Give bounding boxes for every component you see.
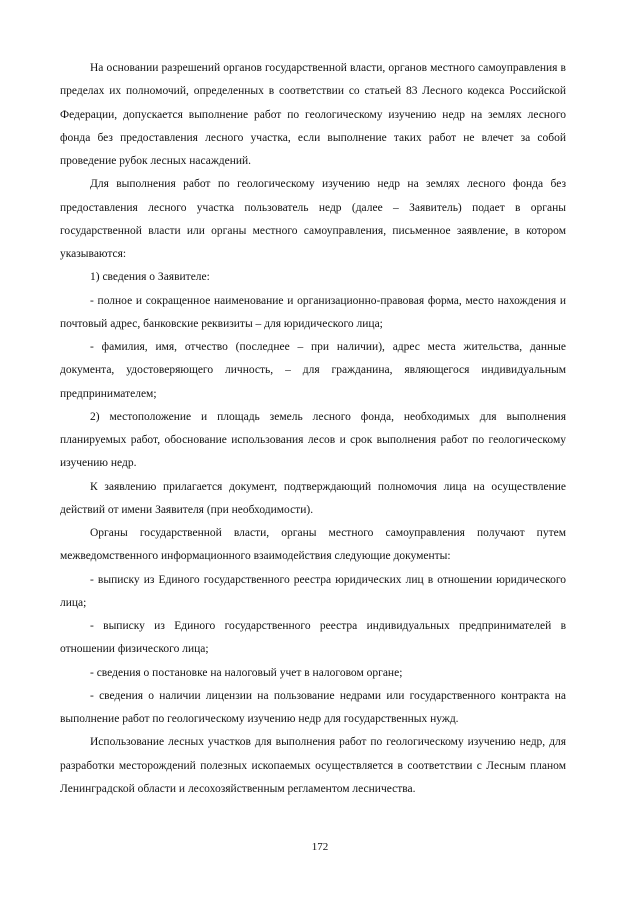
paragraph: - сведения о постановке на налоговый учет в налоговом органе; — [90, 666, 403, 679]
document-body — [60, 57, 566, 801]
paragraph: - полное и сокращенное наименование и организационно-правовая форма, место нахождения и почтовый адрес, банковские реквизиты – для юридического лица; — [60, 294, 566, 330]
paragraph: Использование лесных участков для выполнения работ по геологическому изучению недр, для разработки месторождений полезных ископаемых осуществляется в соответствии с Лесным планом Ленинградской области и лесохозяйственным регламентом лесничества. — [60, 736, 566, 795]
paragraph: - сведения о наличии лицензии на пользование недрами или государственного контракта на выполнение работ по геологическому изучению недр для государственных нужд. — [60, 689, 566, 725]
paragraph: Для выполнения работ по геологическому изучению недр на землях лесного фонда без предоставления лесного участка пользователь недр (далее – Заявитель) подает в органы государственной власти или органы местного самоуправления, письменное заявление, в котором указываются: — [60, 178, 566, 260]
paragraph: 1) сведения о Заявителе: — [90, 271, 210, 284]
paragraph: 2) местоположение и площадь земель лесного фонда, необходимых для выполнения планируемых работ, обоснование использования лесов и срок выполнения работ по геологическому изучению недр. — [60, 410, 566, 470]
page-number: 172 — [311, 841, 329, 853]
paragraph: К заявлению прилагается документ, подтверждающий полномочия лица на осуществление действий от имени Заявителя (при необходимости). — [60, 480, 566, 516]
paragraph: На основании разрешений органов государственной власти, органов местного самоуправления в пределах их полномочий, определенных в соответствии со статьей 83 Лесного кодекса Российской Федерации, допускается выполнение работ по геологическому изучению недр на землях лесного фонда без предоставления лесного участка, если выполнение таких работ не влечет за собой проведение рубок лесных насаждений. — [60, 62, 566, 167]
paragraph: Органы государственной власти, органы местного самоуправления получают путем межведомственного информационного взаимодействия следующие документы: — [60, 527, 566, 563]
paragraph: - выписку из Единого государственного реестра индивидуальных предпринимателей в отношении физического лица; — [60, 620, 566, 656]
paragraph: - выписку из Единого государственного реестра юридических лиц в отношении юридического лица; — [60, 573, 566, 609]
paragraph: - фамилия, имя, отчество (последнее – при наличии), адрес места жительства, данные документа, удостоверяющего личность, – для гражданина, являющегося индивидуальным предпринимателем; — [60, 341, 566, 400]
